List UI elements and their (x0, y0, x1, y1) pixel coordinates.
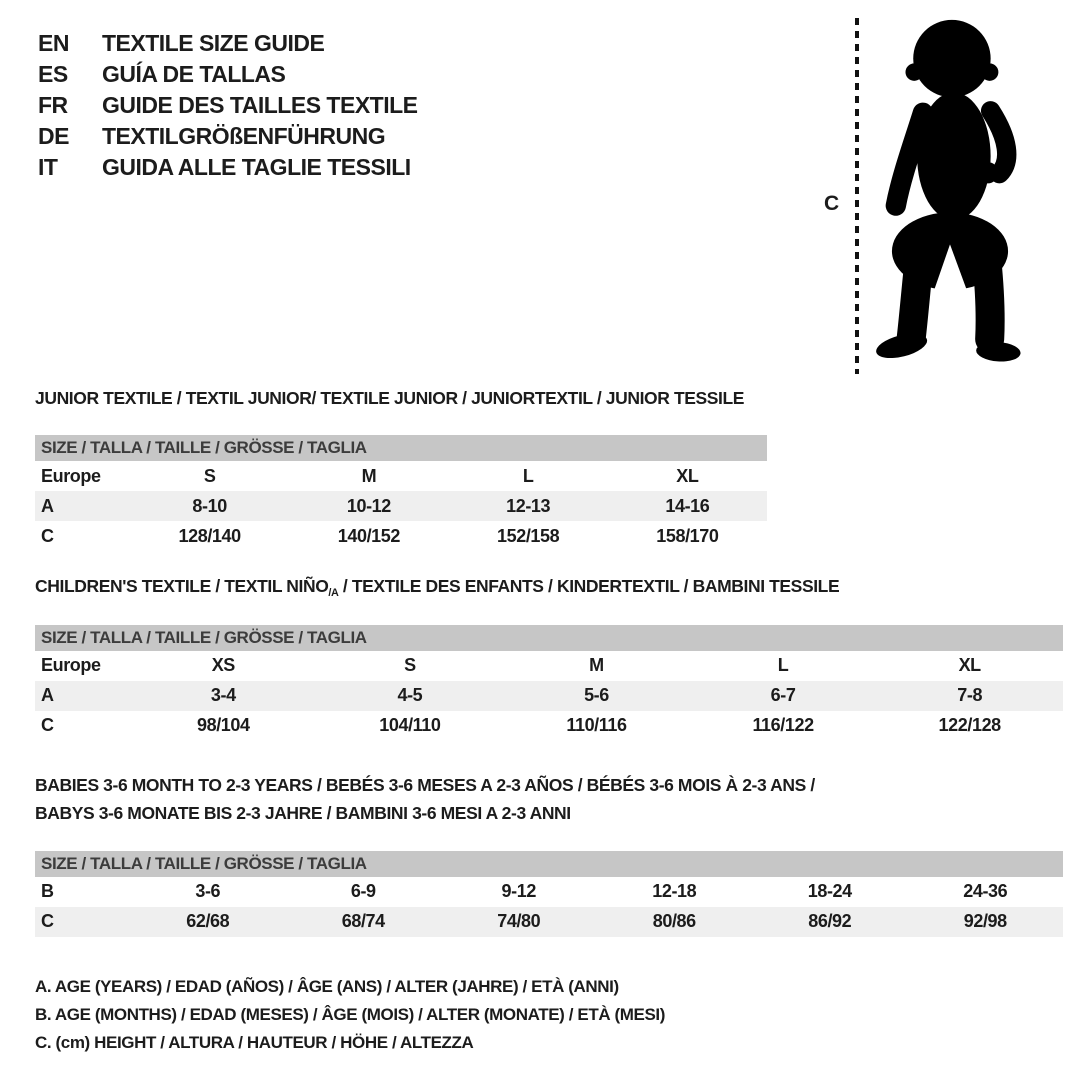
size-header-band: SIZE / TALLA / TAILLE / GRÖSSE / TAGLIA (35, 435, 767, 461)
size-cell: S (404, 655, 416, 676)
row-label: C (41, 525, 54, 546)
lang-label: GUÍA DE TALLAS (102, 61, 286, 87)
section-junior-textile (35, 388, 1063, 551)
row-label: A (41, 495, 54, 516)
table-row-height (35, 907, 1063, 937)
section-title: JUNIOR TEXTILE / TEXTIL JUNIOR/ TEXTILE JUNIOR / JUNIORTEXTIL / JUNIOR TESSILE (35, 388, 745, 408)
months-cell: 6-9 (350, 881, 376, 902)
age-cell: 3-4 (210, 685, 236, 706)
height-cell: 80/86 (652, 911, 696, 932)
age-cell: 4-5 (397, 685, 423, 706)
row-label: Europe (41, 655, 101, 676)
months-cell: 9-12 (501, 881, 536, 902)
lang-row-en (38, 28, 418, 59)
height-cell: 62/68 (186, 911, 230, 932)
size-cell: S (203, 465, 216, 486)
lang-row-fr (38, 90, 418, 121)
junior-size-table (35, 435, 767, 551)
row-label: Europe (41, 465, 101, 486)
row-label: C (41, 715, 54, 736)
height-cell: 128/140 (178, 525, 241, 546)
lang-row-es (38, 59, 418, 90)
height-cell: 152/158 (496, 525, 560, 546)
table-row-europe (35, 651, 1063, 681)
height-cell: 116/122 (752, 715, 814, 736)
section-babies (35, 771, 1063, 937)
height-cell: 122/128 (938, 715, 1001, 736)
lang-label: GUIDE DES TAILLES TEXTILE (102, 92, 418, 118)
children-size-table (35, 625, 1063, 741)
height-cell: 86/92 (808, 911, 852, 932)
size-header-band: SIZE / TALLA / TAILLE / GRÖSSE / TAGLIA (35, 851, 1063, 877)
size-guide-content (35, 388, 1063, 1057)
age-cell: 5-6 (584, 685, 609, 706)
measure-c-label: C (824, 192, 840, 215)
legend-line-b: B. AGE (MONTHS) / EDAD (MESES) / ÂGE (MOIS) / ALTER (MONATE) / ETÀ (MESI) (35, 1004, 665, 1024)
months-cell: 18-24 (807, 881, 852, 902)
size-cell: M (589, 655, 604, 676)
height-cell: 110/116 (566, 715, 627, 736)
table-row-months (35, 877, 1063, 907)
row-label: A (41, 685, 54, 706)
height-cell: 158/170 (656, 525, 719, 546)
months-cell: 24-36 (963, 881, 1008, 902)
legend-line-a: A. AGE (YEARS) / EDAD (AÑOS) / ÂGE (ANS) / ALTER (JAHRE) / ETÀ (ANNI) (35, 976, 619, 996)
table-rows (35, 877, 1063, 937)
size-cell: M (361, 465, 377, 486)
row-label: B (41, 881, 54, 902)
age-cell: 12-13 (506, 495, 551, 516)
title-line-1: BABIES 3-6 MONTH TO 2-3 YEARS / BEBÉS 3-6 MESES A 2-3 AÑOS / BÉBÉS 3-6 MOIS À 2-3 ANS / (35, 774, 815, 795)
toddler-silhouette-icon (872, 16, 1028, 374)
months-cell: 12-18 (652, 881, 697, 902)
age-cell: 8-10 (192, 495, 227, 516)
months-cell: 3-6 (195, 881, 221, 902)
size-cell: XL (958, 655, 981, 676)
table-row-age (35, 491, 767, 521)
age-cell: 14-16 (665, 495, 710, 516)
lang-label: TEXTILE SIZE GUIDE (102, 30, 325, 56)
table-row-height (35, 521, 767, 551)
section-title (35, 771, 1063, 827)
title-sub: /A (328, 586, 339, 599)
table-row-europe (35, 461, 767, 491)
height-cell: 140/152 (337, 525, 400, 546)
size-cell: XS (211, 655, 235, 676)
age-cell: 10-12 (346, 495, 391, 516)
measure-legend (35, 973, 1063, 1057)
table-rows (35, 461, 767, 551)
lang-code: EN (38, 30, 69, 56)
title-pre: CHILDREN'S TEXTILE / TEXTIL NIÑO (35, 576, 329, 596)
table-row-age (35, 681, 1063, 711)
lang-label: TEXTILGRÖßENFÜHRUNG (102, 123, 386, 149)
row-label: C (41, 911, 54, 932)
table-rows (35, 651, 1063, 741)
lang-row-de (38, 121, 418, 152)
title-line-2: BABYS 3-6 MONATE BIS 2-3 JAHRE / BAMBINI 3-6 MESI A 2-3 ANNI (35, 802, 571, 823)
section-title (35, 576, 1063, 603)
height-measure-dotted-line (855, 18, 859, 374)
lang-code: FR (38, 92, 68, 118)
legend-line-c: C. (cm) HEIGHT / ALTURA / HAUTEUR / HÖHE / ALTEZZA (35, 1032, 474, 1052)
age-cell: 7-8 (957, 685, 983, 706)
size-cell: L (777, 655, 789, 676)
lang-label: GUIDA ALLE TAGLIE TESSILI (102, 154, 411, 180)
lang-row-it (38, 152, 418, 183)
height-measure-figure (818, 16, 1050, 376)
table-row-height (35, 711, 1063, 741)
title-post: / TEXTILE DES ENFANTS / KINDERTEXTIL / BAMBINI TESSILE (338, 576, 840, 596)
babies-size-table (35, 851, 1063, 937)
height-cell: 104/110 (379, 715, 441, 736)
lang-code: DE (38, 123, 69, 149)
section-childrens-textile (35, 576, 1063, 741)
size-cell: XL (676, 465, 699, 486)
height-cell: 98/104 (196, 715, 250, 736)
age-cell: 6-7 (770, 685, 796, 706)
size-cell: L (522, 465, 534, 486)
height-cell: 68/74 (341, 911, 385, 932)
height-cell: 92/98 (963, 911, 1007, 932)
lang-code: IT (38, 154, 58, 180)
height-cell: 74/80 (497, 911, 541, 932)
size-header-band: SIZE / TALLA / TAILLE / GRÖSSE / TAGLIA (35, 625, 1063, 651)
language-list (38, 28, 418, 183)
lang-code: ES (38, 61, 68, 87)
